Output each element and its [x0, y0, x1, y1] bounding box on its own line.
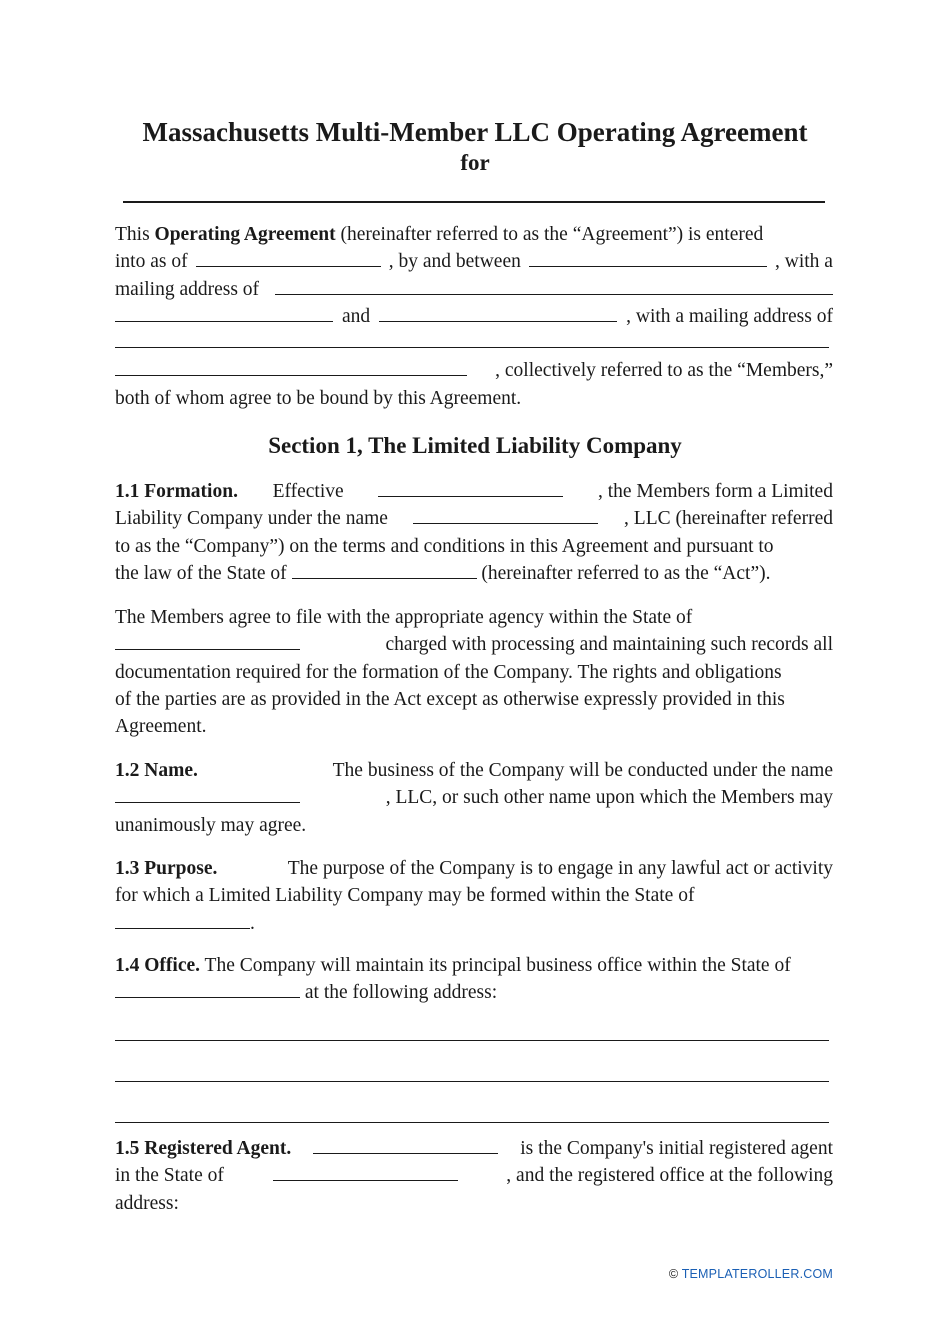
name-line-3 — [115, 812, 833, 839]
intro-text: , collectively referred to as the “Members,” — [495, 360, 833, 382]
filing-line-3 — [115, 659, 833, 686]
member-2-name-blank[interactable] — [379, 304, 617, 322]
member-1-address-blank-2[interactable] — [115, 304, 333, 322]
agent-line-3 — [115, 1190, 833, 1217]
company-name-blank[interactable] — [123, 201, 825, 203]
agreement-date-blank[interactable] — [196, 249, 381, 267]
office-address-blank-2[interactable] — [115, 1081, 829, 1082]
intro-line-7 — [115, 385, 833, 412]
company-name-blank-2[interactable] — [413, 506, 598, 524]
intro-line-1 — [115, 221, 833, 248]
office-label: 1.4 Office. — [115, 955, 201, 976]
purpose-line-1 — [115, 855, 833, 882]
document-subtitle: for — [460, 150, 490, 175]
filing-line-5 — [115, 713, 833, 740]
formation-label: 1.1 Formation. — [115, 481, 238, 502]
member-1-address-blank[interactable] — [275, 277, 833, 295]
effective-date-blank[interactable] — [378, 479, 563, 497]
purpose-state-blank[interactable] — [115, 911, 250, 929]
intro-text: This — [115, 224, 155, 245]
clause-text: Agreement. — [115, 716, 207, 738]
agent-line-2 — [115, 1162, 833, 1189]
office-state-blank[interactable] — [115, 980, 300, 998]
business-name-blank[interactable] — [115, 785, 300, 803]
clause-text: is the Company's initial registered agent — [520, 1138, 833, 1159]
clause-text: The purpose of the Company is to engage in any lawful act or activity — [287, 858, 833, 879]
formation-clause — [115, 478, 833, 587]
footer-watermark[interactable] — [669, 1267, 833, 1281]
intro-line-4 — [115, 303, 833, 330]
operating-agreement-term: Operating Agreement — [154, 224, 336, 245]
filing-line-2 — [115, 631, 833, 658]
member-2-address-blank[interactable] — [115, 330, 829, 348]
clause-text: Effective — [272, 481, 344, 502]
member-2-address-blank-2[interactable] — [115, 358, 467, 376]
clause-text: , LLC, or such other name upon which the Members may — [385, 787, 833, 809]
agent-line-1 — [115, 1135, 833, 1162]
clause-text: , and the registered office at the following — [506, 1165, 833, 1187]
office-clause — [115, 952, 833, 1123]
formation-line-1 — [115, 478, 833, 505]
clause-text: Liability Company under the name — [115, 508, 388, 530]
clause-text: , LLC (hereinafter referred — [624, 508, 833, 530]
site-link[interactable]: TEMPLATEROLLER.COM — [681, 1267, 833, 1281]
clause-text: for which a Limited Liability Company may be formed within the State of — [115, 885, 695, 907]
filing-line-4 — [115, 686, 833, 713]
clause-text: of the parties are as provided in the Act except as otherwise expressly provided in this — [115, 688, 785, 710]
clause-text: (hereinafter referred to as the “Act”). — [481, 562, 771, 584]
intro-line-5 — [115, 330, 833, 357]
copyright-symbol: © — [668, 1267, 679, 1281]
clause-text: , the Members form a Limited — [597, 481, 833, 502]
intro-line-6 — [115, 357, 833, 384]
intro-text: (hereinafter referred to as the “Agreement”) is entered — [335, 224, 764, 245]
formation-line-3 — [115, 533, 833, 560]
intro-text: , with a — [775, 251, 833, 273]
intro-line-2 — [115, 248, 833, 275]
intro-text: and — [341, 305, 371, 327]
intro-text: both of whom agree to be bound by this Agreement. — [115, 387, 522, 409]
intro-text: , by and between — [388, 251, 521, 273]
clause-text: The Company will maintain its principal business office within the State of — [204, 955, 791, 976]
office-line-2 — [115, 979, 833, 1003]
formation-line-4 — [115, 560, 833, 587]
clause-text: . — [250, 912, 255, 934]
filing-state-blank[interactable] — [115, 632, 300, 650]
intro-text: , with a mailing address of — [626, 305, 833, 327]
name-line-1 — [115, 757, 833, 784]
registered-agent-label: 1.5 Registered Agent. — [115, 1138, 292, 1159]
formation-line-2 — [115, 505, 833, 532]
clause-text: documentation required for the formation of the Company. The rights and obligations — [115, 661, 782, 683]
registered-agent-name-blank[interactable] — [313, 1136, 498, 1154]
clause-text: at the following address: — [304, 982, 498, 1004]
name-label: 1.2 Name. — [115, 760, 198, 781]
clause-text: address: — [115, 1192, 179, 1214]
office-line-1 — [115, 952, 833, 979]
name-clause — [115, 757, 833, 839]
purpose-line-2 — [115, 882, 833, 909]
clause-text: to as the “Company”) on the terms and conditions in this Agreement and pursuant to — [115, 535, 774, 557]
intro-line-3 — [115, 276, 833, 303]
clause-text: The business of the Company will be conducted under the name — [332, 760, 833, 781]
document-title: Massachusetts Multi-Member LLC Operating Agreement — [142, 117, 808, 147]
clause-text: charged with processing and maintaining such records all — [385, 634, 833, 656]
intro-paragraph — [115, 221, 833, 412]
office-address-blank-3[interactable] — [115, 1122, 829, 1123]
purpose-clause — [115, 855, 833, 937]
intro-text: mailing address of — [115, 278, 260, 300]
clause-text: unanimously may agree. — [115, 814, 307, 836]
member-1-name-blank[interactable] — [529, 249, 767, 267]
purpose-line-3 — [115, 910, 833, 937]
office-address-blank-1[interactable] — [115, 1040, 829, 1041]
clause-text: the law of the State of — [115, 562, 287, 584]
purpose-label: 1.3 Purpose. — [115, 858, 218, 879]
clause-text: in the State of — [115, 1165, 224, 1187]
registered-agent-state-blank[interactable] — [273, 1163, 458, 1181]
section-1-heading: Section 1, The Limited Liability Company — [268, 433, 682, 458]
filing-line-1 — [115, 604, 833, 631]
name-line-2 — [115, 784, 833, 811]
filing-paragraph — [115, 604, 833, 740]
clause-text: The Members agree to file with the appropriate agency within the State of — [115, 607, 693, 628]
governing-state-blank[interactable] — [292, 561, 477, 579]
registered-agent-clause — [115, 1135, 833, 1217]
intro-text: into as of — [115, 251, 188, 273]
